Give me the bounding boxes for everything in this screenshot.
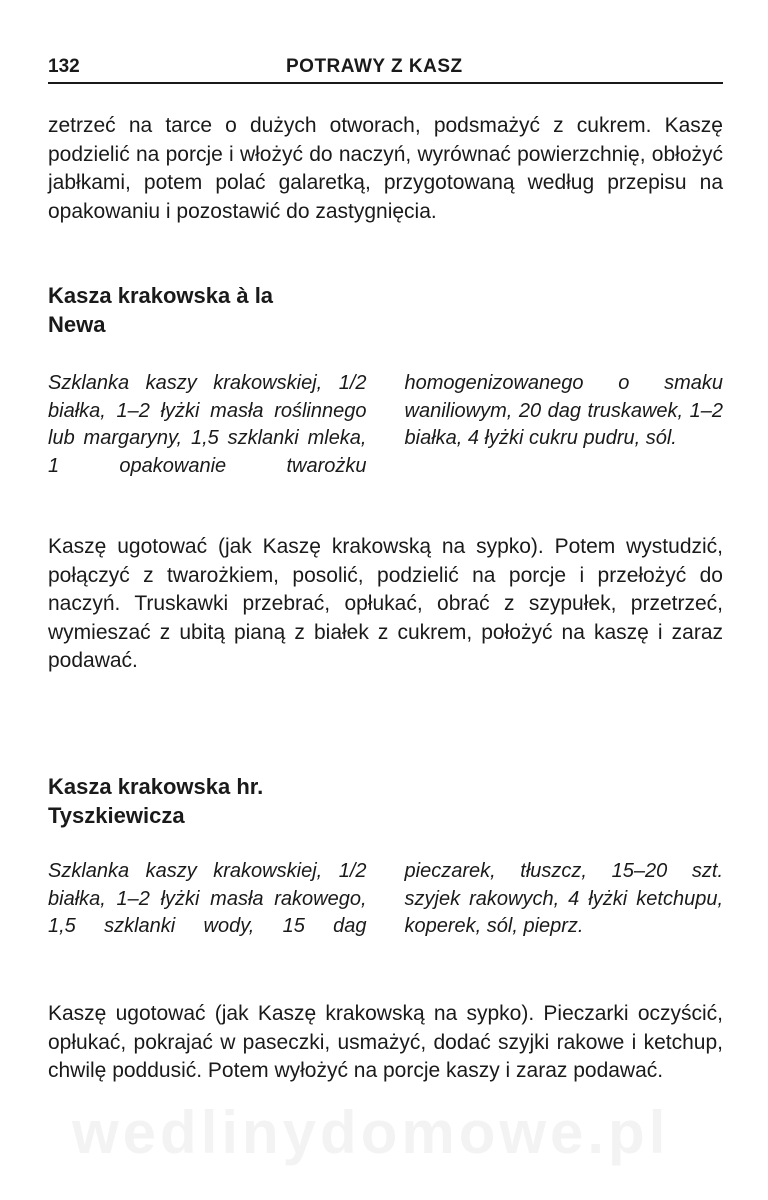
recipe-title-line-1: Kasza krakowska hr. bbox=[48, 774, 264, 799]
recipe-title-line-2: Tyszkiewicza bbox=[48, 803, 185, 828]
recipe-ingredients: Szklanka kaszy krakowskiej, 1/2 białka, 1–2 łyżki masła roślinnego lub margaryny, 1,5 szklanki mleka, 1 opakowanie twarożku homogenizowanego o smaku waniliowym, 20 dag truskawek, 1–2 białka, 4 łyżki cukru pudru, sól. bbox=[48, 372, 723, 477]
recipe-title-line-2: Newa bbox=[48, 312, 106, 337]
recipe-ingredients: Szklanka kaszy krakowskiej, 1/2 białka, 1–2 łyżki masła rakowego, 1,5 szklanki wody, 15 dag pieczarek, tłuszcz, 15–20 szt. szyjek rakowych, 4 łyżki ketchupu, koperek, sól, pieprz. bbox=[48, 860, 723, 937]
watermark: wedlinydomowe.pl bbox=[72, 1099, 670, 1166]
recipe-method: Kaszę ugotować (jak Kaszę krakowską na sypko). Pieczarki oczyścić, opłukać, pokrajać w paseczki, usmażyć, dodać szyjki rakowe i ketchup, chwilę poddusić. Potem wyłożyć na porcje kaszy i zaraz podawać. bbox=[48, 1002, 723, 1082]
page-header bbox=[48, 52, 723, 84]
intro-paragraph: zetrzeć na tarce o dużych otworach, podsmażyć z cukrem. Kaszę podzielić na porcje i włożyć do naczyń, wyrównać powierzchnię, obłożyć jabłkami, potem polać galaretką, przygotowaną według przepisu na opakowaniu i pozostawić do zastygnięcia. bbox=[48, 114, 723, 223]
recipe-title bbox=[48, 281, 448, 339]
recipe-method: Kaszę ugotować (jak Kaszę krakowską na sypko). Potem wystudzić, połączyć z twarożkiem, posolić, podzielić na porcje i przełożyć do naczyń. Truskawki przebrać, opłukać, obrać z szypułek, przetrzeć, wymieszać z ubitą pianą z białek z cukrem, położyć na kaszę i zaraz podawać. bbox=[48, 535, 723, 672]
page-number: 132 bbox=[48, 56, 80, 77]
recipe-title bbox=[48, 772, 448, 830]
recipe-title-line-1: Kasza krakowska à la bbox=[48, 283, 274, 308]
running-head: POTRAWY Z KASZ bbox=[286, 56, 463, 77]
